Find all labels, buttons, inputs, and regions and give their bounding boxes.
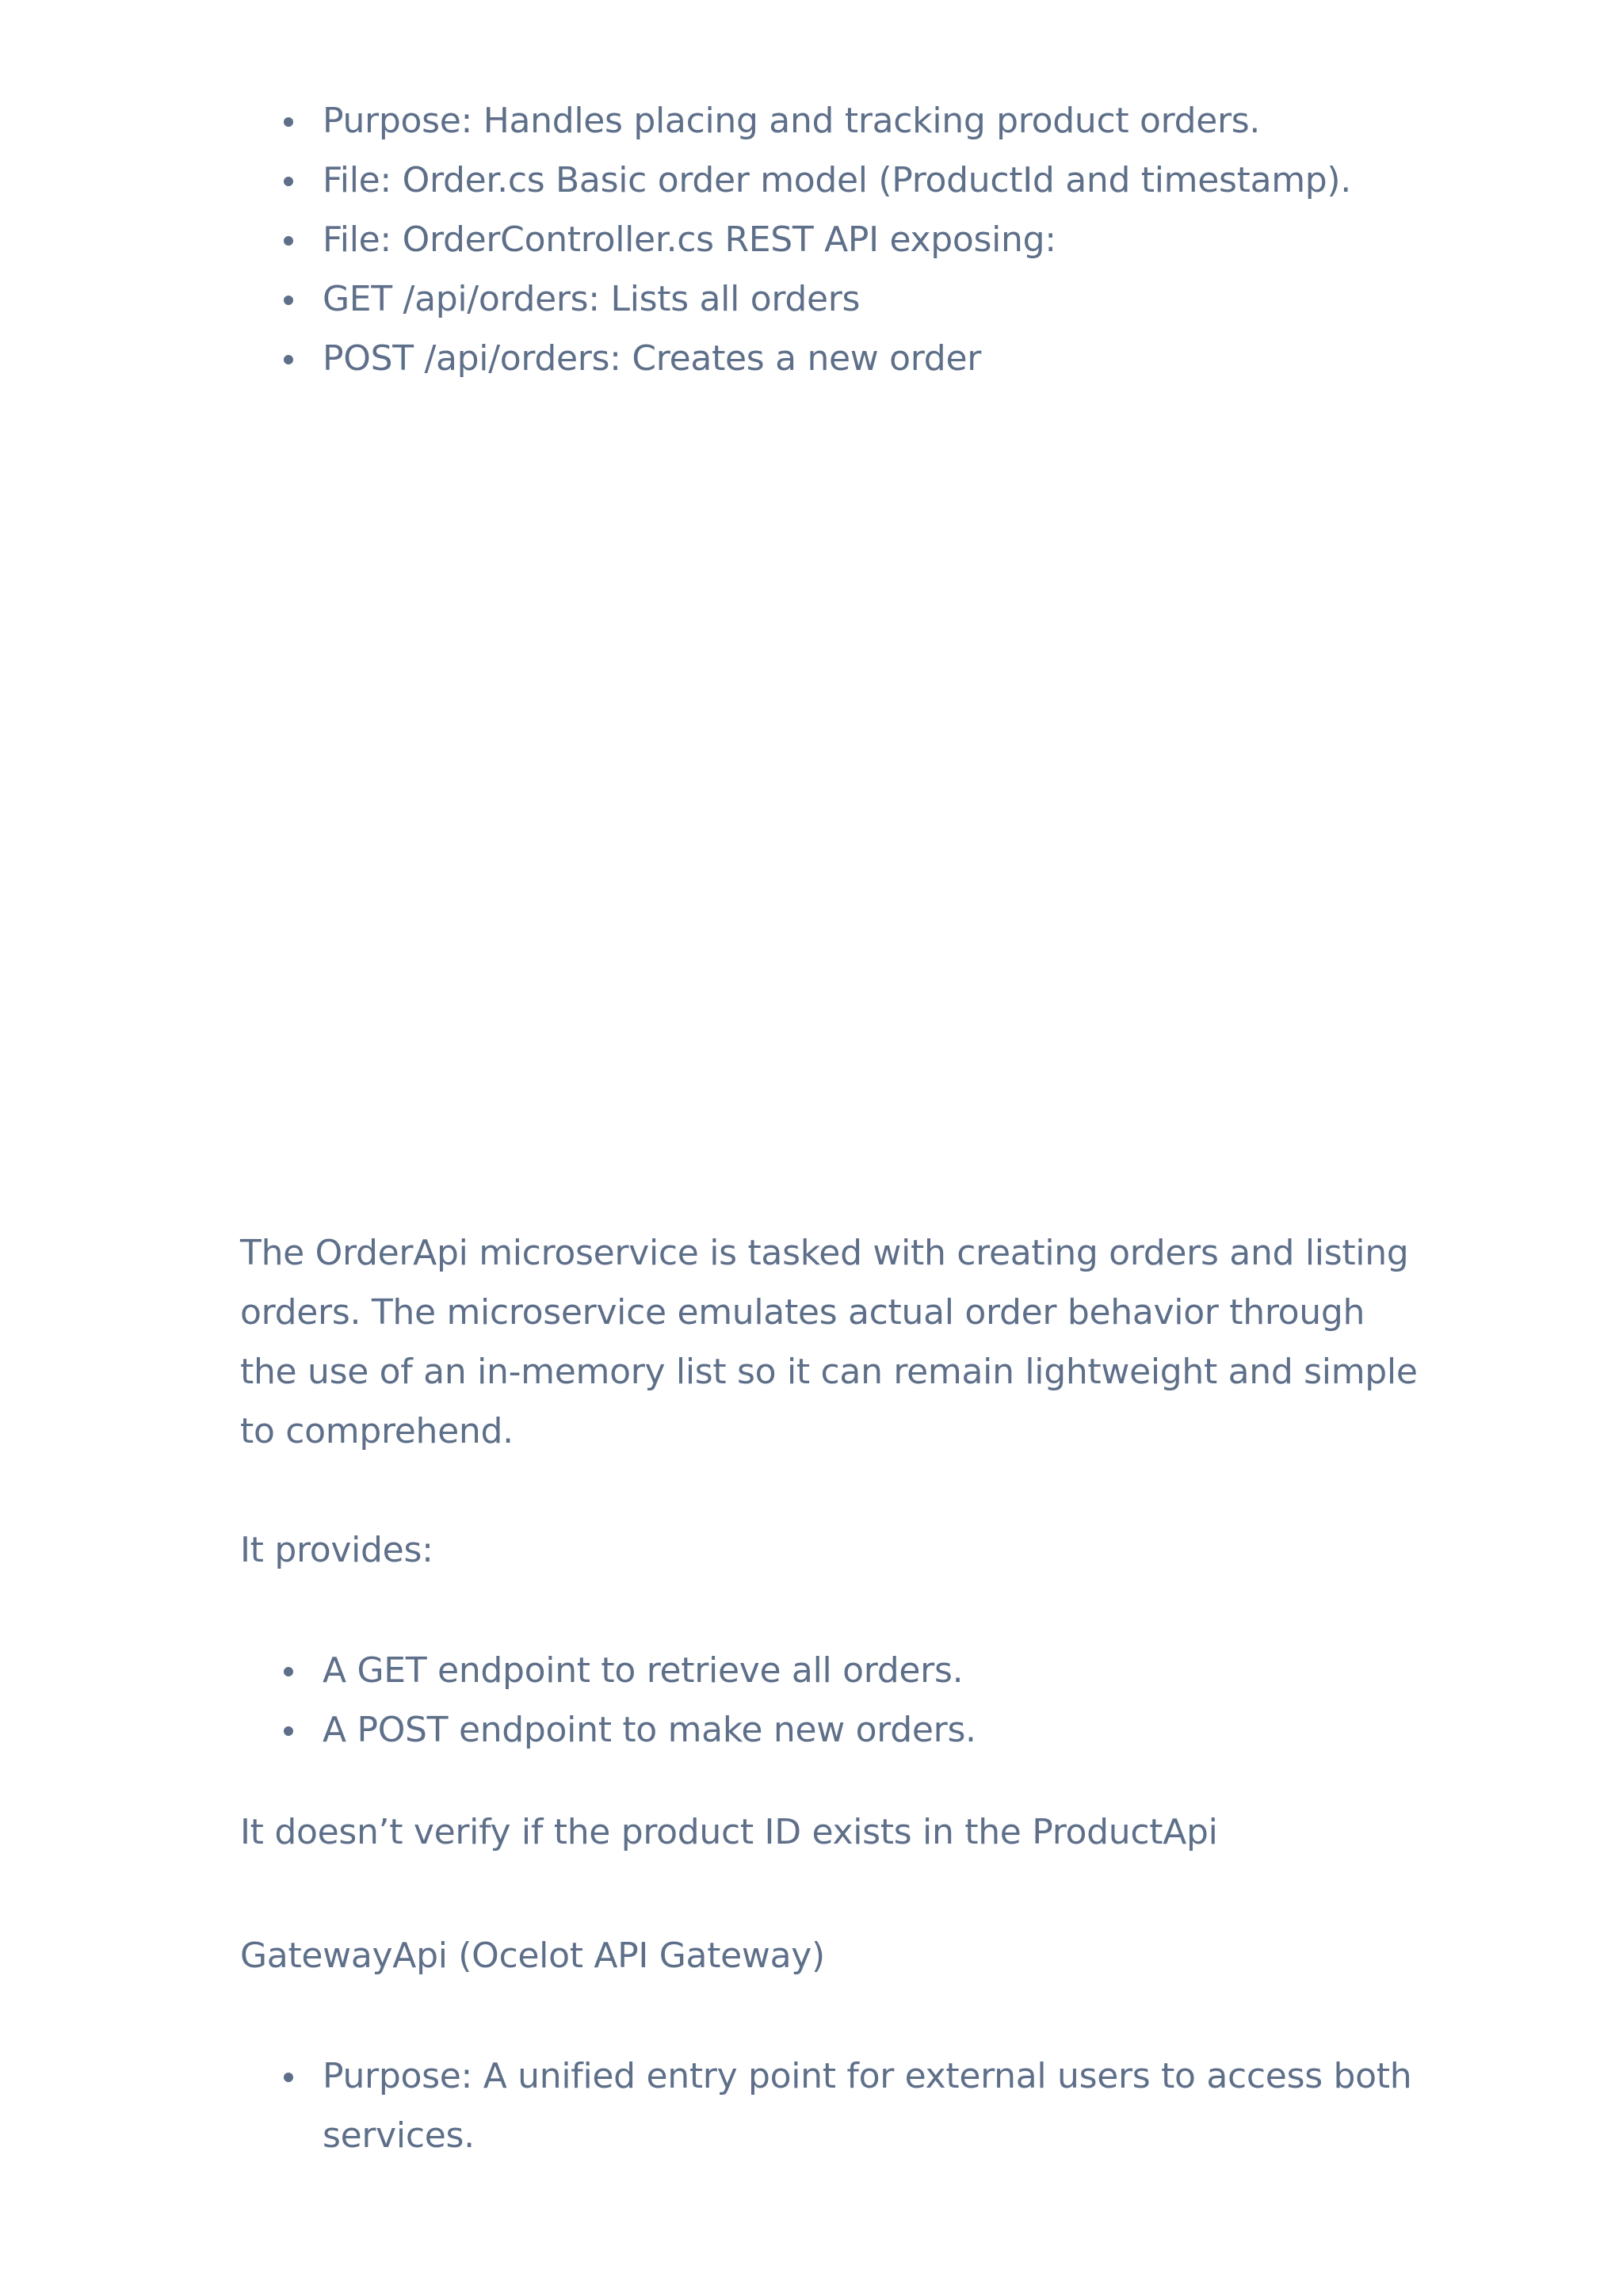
gateway-list — [240, 2046, 1429, 2165]
gateway-heading: GatewayApi (Ocelot API Gateway) — [240, 1936, 825, 1976]
list-item-gateway-purpose: Purpose: A unified entry point for external users to access both services. — [240, 2046, 1429, 2165]
list-item-get-endpoint: GET /api/orders: Lists all orders — [240, 269, 1429, 329]
provides-intro-text: It provides: — [240, 1530, 433, 1570]
list-item-order-controller-file: File: OrderController.cs REST API exposing: — [240, 210, 1429, 269]
list-item-order-model-file: File: Order.cs Basic order model (ProductId and timestamp). — [240, 151, 1429, 210]
list-item-purpose: Purpose: Handles placing and tracking product orders. — [240, 91, 1429, 151]
orderapi-description-paragraph: The OrderApi microservice is tasked with creating orders and listing orders. The microservice emulates actual order behavior through the use of an in-memory list so it can remain lightweight and simple to comprehend. — [240, 1233, 1418, 1451]
list-item-post-orders: A POST endpoint to make new orders. — [240, 1700, 1429, 1760]
provides-list — [240, 1641, 1429, 1760]
verification-note: It doesn’t verify if the product ID exists in the ProductApi — [240, 1812, 1218, 1852]
list-item-post-endpoint: POST /api/orders: Creates a new order — [240, 329, 1429, 388]
list-item-get-orders: A GET endpoint to retrieve all orders. — [240, 1641, 1429, 1700]
order-api-details-list — [240, 91, 1429, 388]
